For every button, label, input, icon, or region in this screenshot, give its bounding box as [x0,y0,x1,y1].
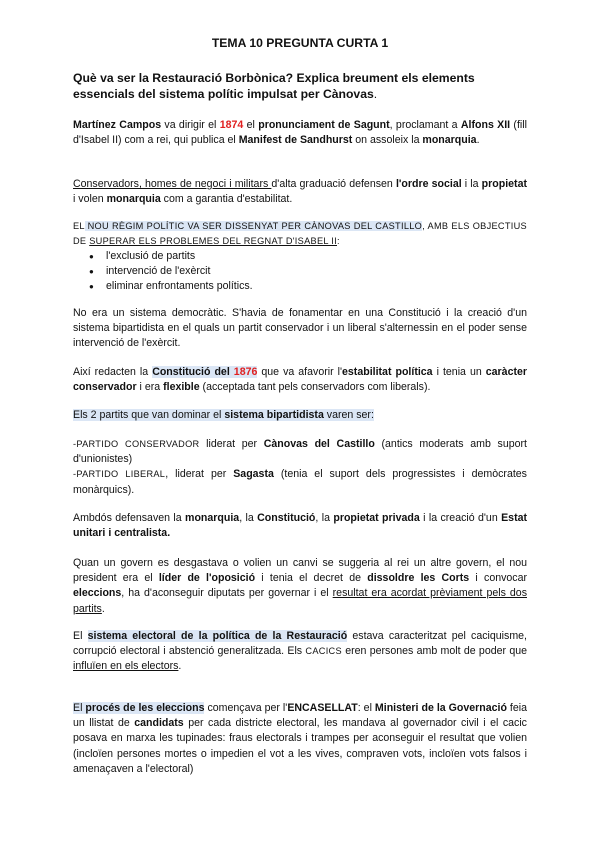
p10-span: eren persones amb molt de poder que [341,645,527,658]
p10-underline: influïen en els electors [73,660,179,673]
page-title: TEMA 10 PREGUNTA CURTA 1 [211,36,389,50]
p2-span: com a garantia d'estabilitat. [160,193,293,206]
list-item: ● eliminar enfrontaments polítics. [106,279,527,294]
p8-span: , la [315,512,334,524]
p7-span: -PARTIDO LIBERAL [73,469,166,480]
question-end: . [373,87,378,101]
p11-span: : el [357,702,375,714]
objectives-list-wrapper [73,249,527,295]
p9-underline: resultat era acordat prèviament pels dos partits [73,587,527,615]
p1-span: pronunciament de Sagunt [258,119,390,131]
p3-span: EL [73,221,85,231]
p1-span: monarquia [422,134,477,147]
p1-span: el [243,119,259,131]
p10-highlight: sistema electoral de la política de la Restauració [87,630,348,642]
p9-span: dissoldre les Corts [367,572,470,585]
p5-span: flexible [163,381,200,394]
p11-span: Ministeri de la Governació [374,702,507,714]
p1-span: va dirigir el [161,119,220,131]
paragraph-proces-eleccions [73,701,527,777]
p1-span: , proclamant a [389,119,461,131]
p9-span: i tenia el decret de [255,572,368,585]
p9-span: Quan un govern es desgastava o volien un canvi se suggeria al rei un altre govern, el nou president era el [73,557,527,585]
p5-span: caràcter conservador [73,366,527,394]
p8-span: Estat unitari i centralista. [73,512,528,540]
paragraph-martinez-campos [73,118,527,148]
p9-span: , ha d'aconseguir diputats per governar i el [121,587,333,600]
p8-span: monarquia [185,512,240,524]
p11-span: ENCASELLAT [287,702,358,714]
p2-span: l'ordre social [395,178,462,190]
question-heading [73,70,527,102]
p1-span: (fill d'Isabel II) com a rei, qui publica el [73,119,527,147]
p11-highlight: procés de les eleccions [85,702,205,714]
p8-span: propietat privada [333,512,420,524]
p7-span: Cànovas del Castillo [263,438,375,450]
p2-span: i volen [73,193,107,206]
paragraph-ambdos [73,511,527,541]
p9-span: i convocar [469,572,528,585]
p8-span: , la [239,512,258,524]
p11-span: candidats [134,717,184,730]
p11-span: feia un llistat de [73,702,527,730]
p5-span: que va afavorir l' [257,366,343,378]
p2-span: Conservadors, homes de negoci i militars [73,178,272,190]
p3-span: : [337,236,340,247]
question-text: Què va ser la Restauració Borbònica? Explica breument els elements essencials del sistema polític impulsat per Cànovas [73,71,475,101]
p9-span: eleccions [73,587,122,600]
paragraph-partits [73,408,527,423]
p1-span: . [476,134,480,147]
objectives-list [73,249,527,295]
paragraph-govern [73,556,527,617]
p11-highlight: El [73,702,86,714]
list-item: ● intervenció de l'exèrcit [106,264,527,279]
p5-span: Així redacten la [73,366,153,378]
paragraph-constitucio [73,365,527,395]
p5-span: i tenia un [432,366,486,378]
p2-span: monarquia [106,193,161,206]
p7-span: (tenia el suport dels progressistes i demòcrates monàrquics). [73,468,527,496]
p5-highlight: Constitució del [152,366,234,378]
p6-highlight: varen ser: [323,409,374,421]
p8-span: Ambdós defensaven la [73,512,186,524]
p7-span: -PARTIDO CONSERVADOR [73,439,200,449]
p5-span: estabilitat política [342,366,433,378]
p8-span: Constitució [257,512,316,524]
paragraph-conservadors [73,177,527,207]
p3-span: , AMB ELS OBJECTIUS DE [73,221,527,247]
p7-span: , liderat per [165,468,234,481]
p7-span: Sagasta [233,468,274,481]
paragraph-sistema-electoral [73,629,527,675]
list-item: ● l'exclusió de partits [106,249,527,264]
p1-span: on assoleix la [352,134,423,147]
paragraph-no-democratic: No era un sistema democràtic. S'havia de fonamentar en una Constitució i la creació d'un sistema bipartidista en el quals un partit conservador i un liberal s'alternessin en el poder sense intervenció de l'exèrcit. [73,307,527,350]
p6-highlight: sistema bipartidista [224,409,324,421]
p1-span: Manifest de Sandhurst [238,134,353,147]
p3-underline: SUPERAR ELS PROBLEMES DEL REGNAT D'ISABEL II [89,236,337,247]
p7-span: (antics moderats amb suport d'unionistes) [73,438,527,466]
p2-span: i la [461,178,482,190]
p7-span: liderat per [199,438,264,450]
p5-year: 1876 [233,366,258,378]
p8-span: i la creació d'un [419,512,502,524]
paragraph-partido-list [73,437,527,498]
p3-highlight: NOU RÈGIM POLÍTIC VA SER DISSENYAT PER CÀNOVAS DEL CASTILLO [84,221,423,231]
p5-span: (acceptada tant pels conservadors com liberals). [199,381,431,394]
p1-span: Alfons XII [460,119,511,131]
p10-span: . [178,660,182,673]
p2-span: d'alta graduació defensen [271,178,396,190]
p10-span: El [73,630,88,642]
p1-year: 1874 [219,119,244,131]
p11-span: començava per l' [204,702,288,714]
p10-span: CACICS [305,646,342,657]
p9-span: . [101,602,105,615]
p5-span: i era [136,381,164,394]
p11-span: per cada districte electoral, les mandava al governador civil i el cacic posava en marxa les tupinades: fraus electorals i trampes per aconseguir el resultat que volien (incloïen persones mortes o impedien el vot a les vives, compraven vots, incloïen vots falsos i amenaçaven a l'electoral) [73,717,527,775]
p9-span: líder de l'oposició [158,572,256,585]
paragraph-nou-regim [73,219,527,249]
p2-span: propietat [481,178,527,190]
p6-highlight: Els 2 partits que van dominar el [73,409,225,421]
p1-span: Martínez Campos [73,119,162,131]
p10-span: estava caracteritzat pel caciquisme, corrupció electoral i abstenció generalitzada. Els [73,630,527,658]
